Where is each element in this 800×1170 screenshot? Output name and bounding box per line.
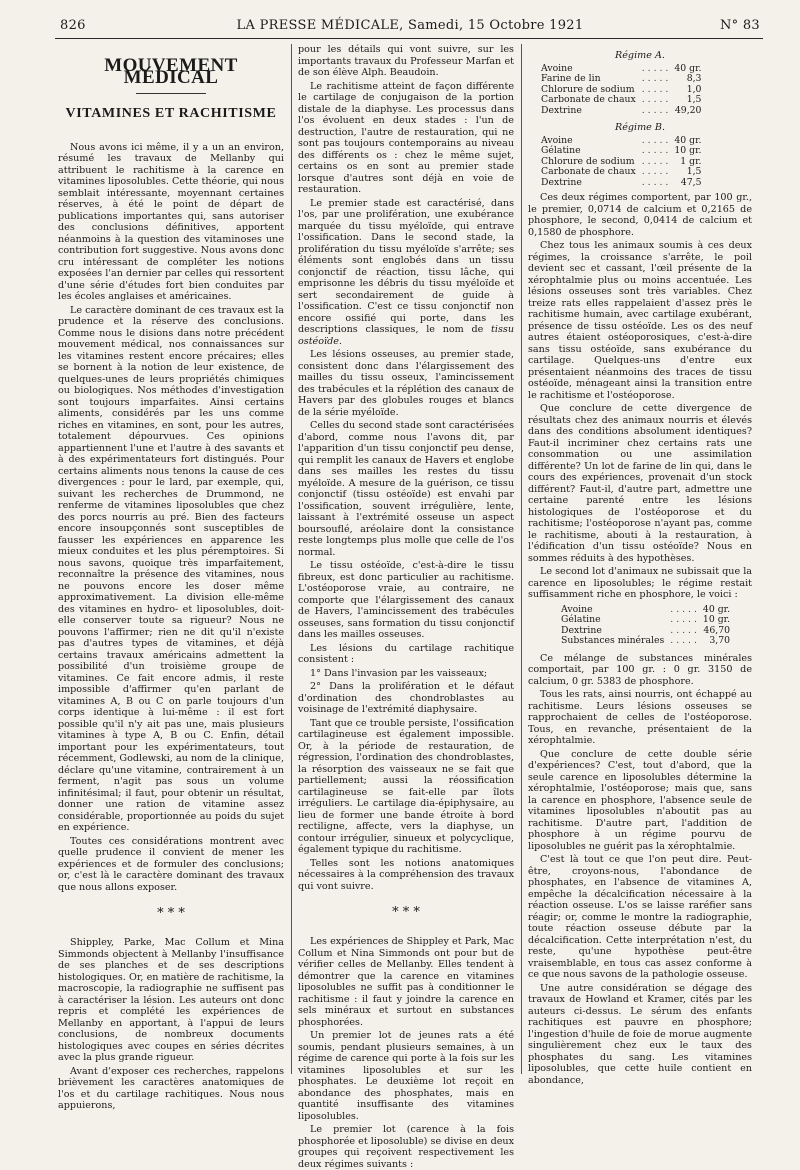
- ingredient-amount: 46,70: [703, 624, 731, 636]
- ingredient-amount: 8,3: [686, 73, 702, 84]
- article-title: VITAMINES ET RACHITISME: [65, 106, 277, 121]
- table-row: [558, 636, 733, 647]
- leader-dots: . . . . .: [641, 155, 669, 167]
- ingredient-amount: 40 gr.: [674, 62, 702, 74]
- paragraph: Shippley, Parke, Mac Collum et Mina Simmonds objectent à Mellanby l'insuffisance de ses planches et de ses descriptions histologiques. Or, en matière de rachitisme, la macroscopie, la radiographie ne suffisent pas à caractériser la lésion. Les auteurs ont donc repris et complété les expériences de Mellanby en apportant, à l'appui de leurs conclusions, de nombreux documents histologiques avec coupes en séries décrites avec la plus grande rigueur.: [58, 937, 284, 1063]
- paragraph: pour les détails qui vont suivre, sur les importants travaux du Professeur Marfan et de son élève Alph. Beaudoin.: [298, 44, 514, 78]
- paragraph: Que conclure de cette double série d'expériences? C'est, tout d'abord, que la seule carence en liposolubles détermine la xérophtalmie, l'ostéoporose; mais que, sans la carence en phosphore, l'absence seule de vitamines liposolubles n'aboutit pas au rachitisme. D'autre part, l'addition de phosphore à un régime pourvu de liposolubles ne guérit pas la xérophtalmie.: [528, 748, 752, 852]
- ingredient-amount: 1 gr.: [680, 155, 702, 167]
- paragraph: Que conclure de cette divergence de résultats chez des animaux nourris et élevés dans des conditions absolument identiques? Faut-il incriminer chez certains rats une consommation ou une assimilation différente? Un lot de farine de lin qui, dans le cours des expériences, provenait d'un stock différent? Faut-il, d'autre part, admettre une certaine parenté entre les lésions histologiques de l'ostéoporose et du rachitisme; l'ostéoporose n'ayant pas, comme le rachitisme, abouti à la restauration, à l'édification d'un tissu ostéoïde? Nous en sommes réduits à des hypothèses.: [528, 403, 752, 564]
- paragraph: Celles du second stade sont caractérisées d'abord, comme nous l'avons dit, par l'apparition d'un tissu conjonctif peu dense, qui remplit les canaux de Havers et englobe dans ses mailles les restes du tissu myéloïde. A mesure de la guérison, ce tissu conjonctif (tissu ostéoïde) est envahi par l'ossification, souvent irrégulière, lente, laissant à l'extrémité osseuse un aspect boursouflé, aréolaire dont la consistance reste longtemps plus molle que celle de l'os normal.: [298, 420, 514, 558]
- paragraph: Les lésions du cartilage rachitique consistent :: [298, 642, 514, 665]
- leader-dots: . . . . .: [641, 83, 669, 95]
- paragraph: Le premier lot (carence à la fois phosphorée et liposoluble) se divise en deux groupes qui reçoivent respectivement les deux régimes suivants :: [298, 1124, 514, 1170]
- ingredient-name: Gélatine: [541, 145, 581, 156]
- table-row: [538, 74, 704, 85]
- paragraph: Ce mélange de substances minérales comportait, par 100 gr. : 0 gr. 3150 de calcium, 0 gr. 5383 de phosphore.: [528, 652, 752, 687]
- list-item: 1° Dans l'invasion par les vaisseaux;: [310, 667, 488, 679]
- paragraph: Ces deux régimes comportent, par 100 gr., le premier, 0,0714 de calcium et 0,2165 de phosphore, le second, 0,0414 de calcium et 0,1580 de phosphore.: [528, 192, 752, 238]
- ingredient-name: Substances minérales: [561, 635, 665, 646]
- ingredient-amount: 1,0: [686, 83, 702, 95]
- regime-c-table: [558, 605, 733, 647]
- ingredient-name: Chlorure de sodium: [541, 83, 635, 95]
- paragraph: Une autre considération se dégage des travaux de Howland et Kramer, cités par les auteurs ci-dessus. Le sérum des enfants rachitiques est pauvre en phosphore; l'ingestion d'huile de foie de morue augmente singulièrement chez eux le taux des phosphates du sang. Les vitamines liposolubles, que cette huile contient en abondance,: [528, 982, 752, 1086]
- paragraph: Tous les rats, ainsi nourris, ont échappé au rachitisme. Leurs lésions osseuses se rapprochaient de celles de l'ostéoporose. Tous, en revanche, présentaient de la xérophtalmie.: [528, 689, 752, 746]
- ingredient-amount: 10 gr.: [674, 145, 702, 156]
- ingredient-amount: 3,70: [709, 635, 731, 646]
- leader-dots: . . . . .: [641, 94, 669, 105]
- column-1: [58, 44, 284, 1111]
- paragraph: Les lésions osseuses, au premier stade, consistent donc dans l'élargissement des mailles du tissu osseux, l'amincissement des trabécules et la réplétion des canaux de Havers par des globules rouges et blancs de la série myéloïde.: [298, 349, 514, 418]
- ingredient-amount: 1,5: [686, 166, 702, 177]
- paragraph: Le premier stade est caractérisé, dans l'os, par une prolifération, une exubérance marquée du tissu myéloïde, qui entrave l'ossification. Dans le second stade, la prolifération du tissu myéloïde s'arrête; ses éléments sont englobés dans un tissu conjonctif de réaction, tissu lâche, qui emprisonne les débris du tissu myéloïde et sert secondairement de guide à l'ossification. C'est ce tissu conjonctif non encore ossifié qui porte, dans les descriptions classiques, le nom de tissu ostéoïde.: [298, 197, 514, 347]
- paragraph: Le tissu ostéoïde, c'est-à-dire le tissu fibreux, est donc particulier au rachitisme. L'ostéoporose vraie, au contraire, ne comporte que l'élargissement des canaux de Havers, l'amincissement des trabécules osseuses, sans formation du tissu conjonctif dans les mailles osseuses.: [298, 560, 514, 640]
- table-row: [538, 167, 704, 178]
- table-row: [538, 146, 704, 157]
- leader-dots: . . . . .: [641, 145, 669, 156]
- leader-dots: . . . . .: [641, 134, 669, 146]
- leader-dots: . . . . .: [641, 73, 669, 84]
- ingredient-amount: 40 gr.: [674, 134, 702, 146]
- table-row: [538, 178, 704, 189]
- ingredient-amount: 1,5: [686, 94, 702, 105]
- leader-dots: . . . . .: [670, 603, 697, 615]
- paragraph: Nous avons ici même, il y a un an environ, résumé les travaux de Mellanby qui attribuent le rachitisme à la carence en vitamines liposolubles. Cette théorie, qui nous semblait intéressante, moyennant certaines réserves, à été le point de départ de publications importantes qui, sans autoriser des conclusions définitives, apportent néanmoins à la question des vitaminoses une contribution fort suggestive. Nous avons donc cru intéressant de compléter les notions exposées l'an dernier par celles qui ressortent d'une série d'études fort bien conduites par les écoles anglaises et américaines.: [58, 141, 284, 302]
- table-row: [558, 615, 733, 626]
- issue-number: N° 83: [719, 18, 760, 33]
- paragraph: Le second lot d'animaux ne subissait que la carence en liposolubles; le régime restait suffisamment riche en phosphore, le voici :: [528, 566, 752, 600]
- section-separator: * * *: [157, 906, 185, 921]
- ingredient-name: Carbonate de chaux: [541, 94, 636, 105]
- leader-dots: . . . . .: [670, 635, 697, 646]
- leader-dots: . . . . .: [641, 166, 669, 177]
- paragraph: Le rachitisme atteint de façon différente le cartilage de conjugaison de la portion distale de la diaphyse. Les processus dans l'os évoluent en deux stades : l'un de destruction, l'autre de restauration, qui ne sont pas toujours contemporains au niveau des différents os : chez le même sujet, certains os en sont au premier stade lorsque d'autres sont déjà en voie de restauration.: [298, 80, 514, 195]
- paragraph: Un premier lot de jeunes rats a été soumis, pendant plusieurs semaines, à un régime de carence qui porte à la fois sur les vitamines liposolubles et sur les phosphates. Le deuxième lot reçoit en abondance des phosphates, mais en quantité insuffisante des vitamines liposolubles.: [298, 1030, 514, 1122]
- column-2: [298, 44, 514, 1170]
- ingredient-name: Dextrine: [561, 624, 602, 636]
- paragraph: Les expériences de Shippley et Park, Mac Collum et Nina Simmonds ont pour but de vérifier celles de Mellanby. Elles tendent à démontrer que la carence en vitamines liposolubles ne suffit pas à conditionner le rachitisme : il faut y joindre la carence en sels minéraux et surtout en substances phosphorées.: [298, 936, 514, 1028]
- leader-dots: . . . . .: [670, 624, 697, 636]
- paragraph: Tant que ce trouble persiste, l'ossification cartilagineuse est également impossible. Or, à la période de restauration, de régression, l'ordination des chondroblastes, la résorption des vaisseaux ne se fait que partiellement; aussi la réossification cartilagineuse se fait-elle par îlots irréguliers. Le cartilage dia-épiphysaire, au lieu de former une bande étroite à bord rectiligne, affecte, vers la diaphyse, un contour irrégulier, sinueux et polycyclique, également typique du rachitisme.: [298, 717, 514, 855]
- header-rule: [55, 38, 763, 39]
- table-row: [538, 95, 704, 106]
- section-separator: * * *: [392, 905, 420, 920]
- ingredient-name: Carbonate de chaux: [541, 166, 636, 177]
- column-divider: [291, 44, 292, 1074]
- leader-dots: . . . . .: [641, 176, 669, 188]
- ingredient-name: Chlorure de sodium: [541, 155, 635, 167]
- regime-b-title: Régime B.: [614, 122, 666, 133]
- paragraph: C'est là tout ce que l'on peut dire. Peut-être, croyons-nous, l'abondance de phosphates, en l'absence de vitamines A, empêche la décalcification nécessaire à la réaction osseuse. L'os se laisse raréfier sans réagir; or, comme le montre la radiographie, toute réaction osseuse débute par la décalcification. Cette interprétation n'est, du reste, qu'une hypothèse peut-être vraisemblable, en tous cas assez conforme à ce que nous savons de la pathologie osseuse.: [528, 854, 752, 980]
- paragraph: Avant d'exposer ces recherches, rappelons brièvement les caractères anatomiques de l'os et du cartilage rachitiques. Nous nous appuierons,: [58, 1065, 284, 1111]
- regime-a-title: Régime A.: [615, 50, 665, 61]
- paragraph: Toutes ces considérations montrent avec quelle prudence il convient de mener les expériences et de formuler des conclusions; or, c'est là le caractère dominant des travaux que nous allons exposer.: [58, 835, 284, 893]
- list-item: 2° Dans la prolifération et le défaut d'ordination des chondroblastes au voisinage de l'extrémité diaphysaire.: [298, 681, 514, 715]
- regime-b-table: [538, 136, 704, 189]
- ingredient-name: Avoine: [561, 603, 593, 615]
- page-number: 826: [60, 18, 86, 33]
- leader-dots: . . . . .: [641, 62, 669, 74]
- ingredient-amount: 40 gr.: [702, 603, 731, 615]
- paragraph: Chez tous les animaux soumis à ces deux régimes, la croissance s'arrête, le poil devient sec et cassant, l'œil présente de la xérophtalmie plus ou moins accentuée. Les lésions osseuses sont très variables. Chez treize rats elles rappelaient d'assez près le rachitisme humain, avec cartilage exubérant, présence de tissu ostéoïde. Les os des neuf autres étaient ostéoporosiques, c'est-à-dire sans tissu ostéoïde, sans exubérance du cartilage. Quelques-uns d'entre eux présentaient néanmoins des traces de tissu ostéoïde, ménageant ainsi la transition entre le rachitisme et l'ostéoporose.: [528, 240, 752, 401]
- ingredient-amount: 49,20: [674, 104, 702, 116]
- ingredient-name: Avoine: [541, 134, 573, 146]
- leader-dots: . . . . .: [641, 104, 669, 116]
- ingredient-name: Dextrine: [541, 176, 582, 188]
- journal-title: LA PRESSE MÉDICALE, Samedi, 15 Octobre 1921: [236, 18, 584, 33]
- column-divider: [521, 44, 522, 1074]
- ingredient-name: Gélatine: [561, 614, 601, 625]
- paragraph: Le caractère dominant de ces travaux est la prudence et la réserve des conclusions. Comme nous le disions dans notre précédent mouvement médical, nos connaissances sur les vitamines restent encore précaires; elles se bornent à la notion de leur existence, de quelques-unes de leurs propriétés chimiques ou biologiques. Nos méthodes d'investigation sont toujours imparfaites. Ainsi certains aliments, considérés par les uns comme riches en vitamines, en sont, pour les autres, totalement dépourvues. Ces opinions appartiennent l'une et l'autre à des savants et à des expérimentateurs fort distingués. Pour certains aliments nous tenons la cause de ces divergences : pour le lard, par exemple, qui, suivant les recherches de Drummond, ne renferme de vitamines liposolubles que chez des porcs nourris au pré. Bien des facteurs encore insoupçonnés sont susceptibles de fausser les expériences en apparence les mieux conduites et les plus péremptoires. Si nous savons, quoique très imparfaitement, reconnaître la présence des vitamines, nous ne pouvons encore les doser même approximativement. La division elle-même des vitamines en hydro- et liposolubles, doit-elle conserver toute sa rigueur? Nous ne pouvons l'affirmer; rien ne dit qu'il n'existe pas d'autres types de vitamines, et déjà certains travaux américains admettent la possibilité d'un troisième groupe de vitamines. Ce fait encore admis, il reste impossible d'affirmer qu'en parlant de vitamines A, B ou C on parle toujours d'un corps identique à lui-même : il est fort possible qu'il n'y ait pas une, mais plusieurs vitamines à type A, B ou C. Enfin, détail important pour les expérimentateurs, tout récemment, Godlewski, au nom de la clinique, déclare qu'une vitamine, contrairement à un ferment, n'agit pas sous un volume infinitésimal; il faut, pour obtenir un résultat, donner une ration de vitamine assez considérable, proportionnée au poids du sujet en expérience.: [58, 304, 284, 833]
- page-header: [60, 14, 760, 38]
- leader-dots: . . . . .: [670, 614, 697, 625]
- ingredient-amount: 10 gr.: [702, 614, 731, 625]
- ingredient-name: Avoine: [541, 62, 573, 74]
- ingredient-name: Farine de lin: [541, 73, 601, 84]
- paragraph: Telles sont les notions anatomiques nécessaires à la compréhension des travaux qui vont suivre.: [298, 857, 514, 892]
- regime-a-table: [538, 64, 704, 117]
- ingredient-name: Dextrine: [541, 104, 582, 116]
- ingredient-amount: 47,5: [680, 176, 702, 188]
- section-title: MOUVEMENT MÉDICAL: [104, 55, 238, 88]
- section-divider: [136, 93, 206, 94]
- term-italic: tissu ostéoïde.: [298, 324, 514, 347]
- column-3: [528, 44, 752, 1086]
- table-row: [538, 106, 704, 117]
